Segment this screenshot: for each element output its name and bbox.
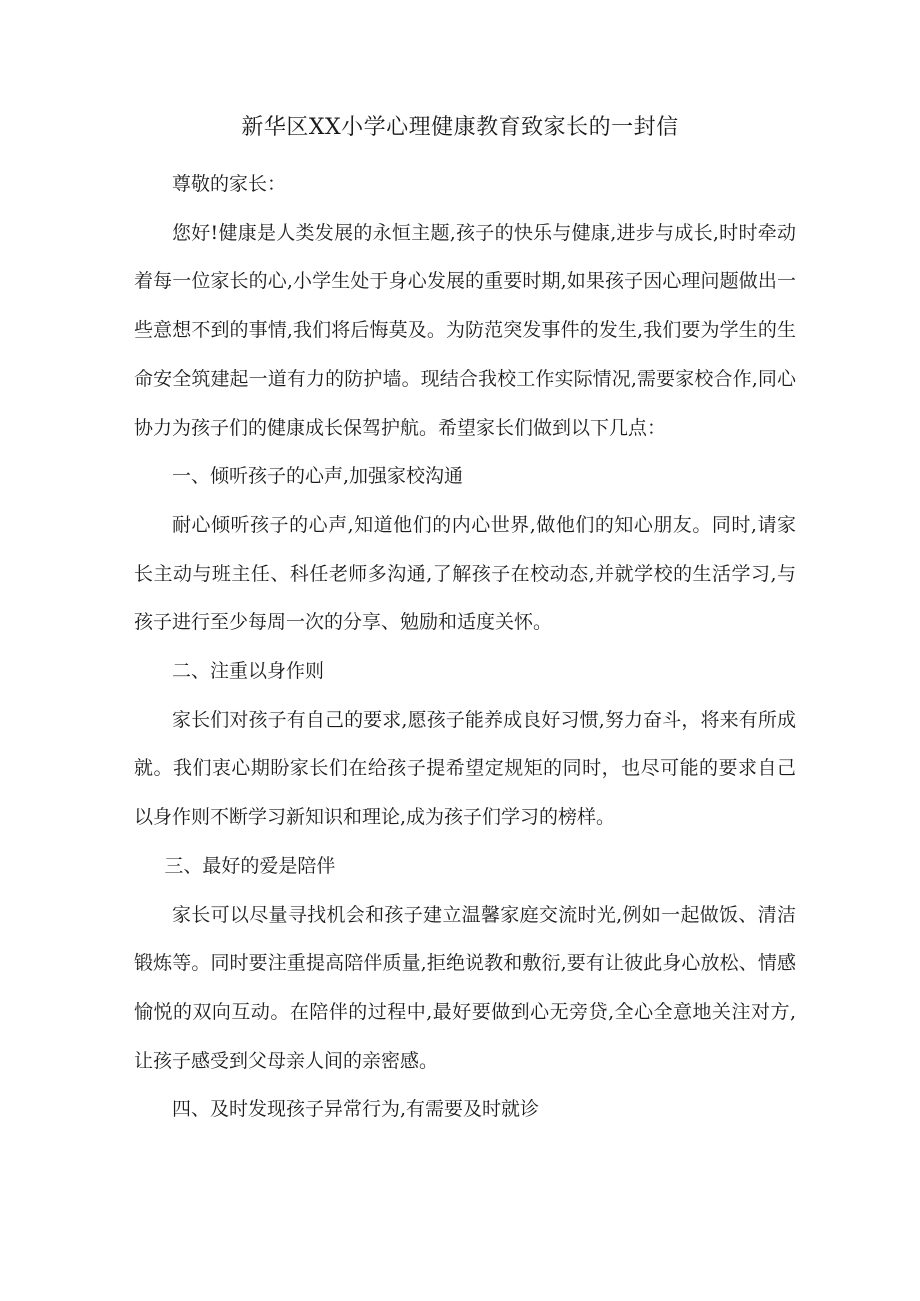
section-body-3: 家长可以尽量寻找机会和孩子建立温馨家庭交流时光,例如一起做饭、清洁锻炼等。同时要注重提高陪伴质量,拒绝说教和敷衍,要有让彼此身心放松、情感愉悦的双向互动。在陪伴的过程中,最好要做到心无旁贷,全心全意地关注对方,让孩子感受到父母亲人间的亲密感。: [134, 903, 796, 1072]
intro-paragraph: 您好!健康是人类发展的永恒主题,孩子的快乐与健康,进步与成长,时时牵动着每一位家长的心,小学生处于身心发展的重要时期,如果孩子因心理问题做出一些意想不到的事情,我们将后悔莫及。为防范突发事件的发生,我们要为学生的生命安全筑建起一道有力的防护墙。现结合我校工作实际情况,需要家校合作,同心协力为孩子们的健康成长保驾护航。希望家长们做到以下几点：: [134, 221, 796, 439]
section-heading-3: 三、最好的爱是陪伴: [164, 854, 336, 877]
salutation: 尊敬的家长：: [172, 173, 287, 195]
letter-body: [134, 160, 796, 1134]
section-body-1: 耐心倾听孩子的心声,知道他们的内心世界,做他们的知心朋友。同时,请家长主动与班主任、科任老师多沟通,了解孩子在校动态,并就学校的生活学习,与孩子进行至少每周一次的分享、勉励和适度关怀。: [134, 513, 796, 634]
page-title: 新华区XX小学心理健康教育致家长的一封信: [241, 115, 679, 140]
section-heading-1: 一、倾听孩子的心声,加强家校沟通: [172, 465, 464, 488]
section-body-2: 家长们对孩子有自己的要求,愿孩子能养成良好习惯,努力奋斗，将来有所成就。我们衷心期盼家长们在给孩子提希望定规矩的同时，也尽可能的要求自己以身作则不断学习新知识和理论,成为孩子们学习的榜样。: [134, 708, 796, 829]
section-heading-2: 二、注重以身作则: [172, 660, 325, 683]
section-heading-4: 四、及时发现孩子异常行为,有需要及时就诊: [172, 1098, 540, 1121]
